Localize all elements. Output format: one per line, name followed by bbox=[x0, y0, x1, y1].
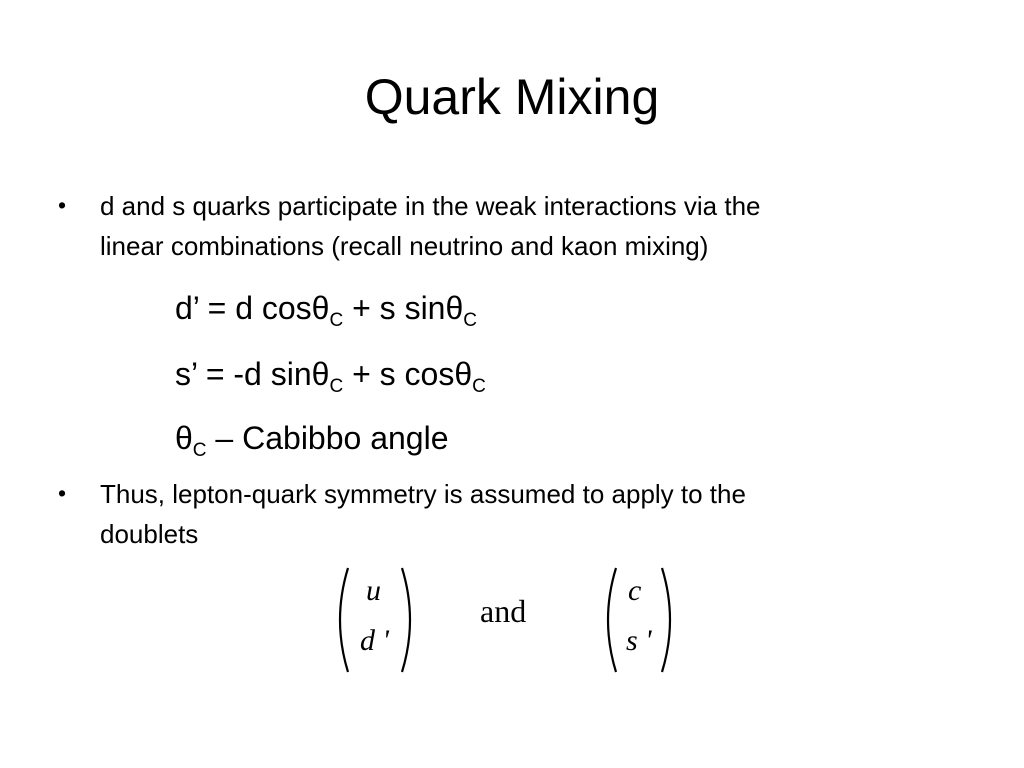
bullet-marker: • bbox=[58, 480, 67, 506]
equation-subscript: C bbox=[192, 440, 207, 461]
equation-s-prime bbox=[175, 353, 486, 395]
doublet-right-top: c bbox=[628, 574, 642, 607]
bullet-line: Thus, lepton-quark symmetry is assumed to apply to the bbox=[100, 479, 746, 509]
bullet-text bbox=[100, 474, 960, 554]
bullet-marker: • bbox=[58, 192, 67, 218]
doublets-figure bbox=[330, 562, 680, 678]
equation-text: θ bbox=[175, 420, 193, 456]
doublet-left-top: u bbox=[366, 574, 381, 607]
bullet-text bbox=[100, 186, 960, 266]
right-paren bbox=[662, 568, 670, 672]
left-paren bbox=[340, 568, 348, 672]
equation-subscript: C bbox=[463, 310, 477, 331]
equation-subscript: C bbox=[329, 310, 344, 331]
equation-subscript: C bbox=[472, 376, 486, 397]
doublet-right-bottom: s ' bbox=[626, 624, 652, 657]
equation-text: d’ = d cosθ bbox=[175, 290, 330, 326]
equation-cabibbo-angle bbox=[175, 417, 449, 459]
equation-text: – Cabibbo angle bbox=[206, 420, 449, 456]
bullet-line: linear combinations (recall neutrino and kaon mixing) bbox=[100, 231, 709, 261]
right-paren bbox=[402, 568, 410, 672]
equation-subscript: C bbox=[329, 376, 344, 397]
equation-text: + s sinθ bbox=[343, 290, 464, 326]
doublet-left-bottom: d ' bbox=[360, 624, 389, 657]
bullet-line: d and s quarks participate in the weak interactions via the bbox=[100, 191, 761, 221]
equation-text: s’ = -d sinθ bbox=[175, 356, 330, 392]
slide-title: Quark Mixing bbox=[364, 69, 660, 125]
equation-text: + s cosθ bbox=[343, 356, 473, 392]
left-paren bbox=[608, 568, 616, 672]
bullet-line: doublets bbox=[100, 519, 199, 549]
doublet-connector: and bbox=[480, 593, 527, 629]
equation-d-prime bbox=[175, 287, 477, 329]
